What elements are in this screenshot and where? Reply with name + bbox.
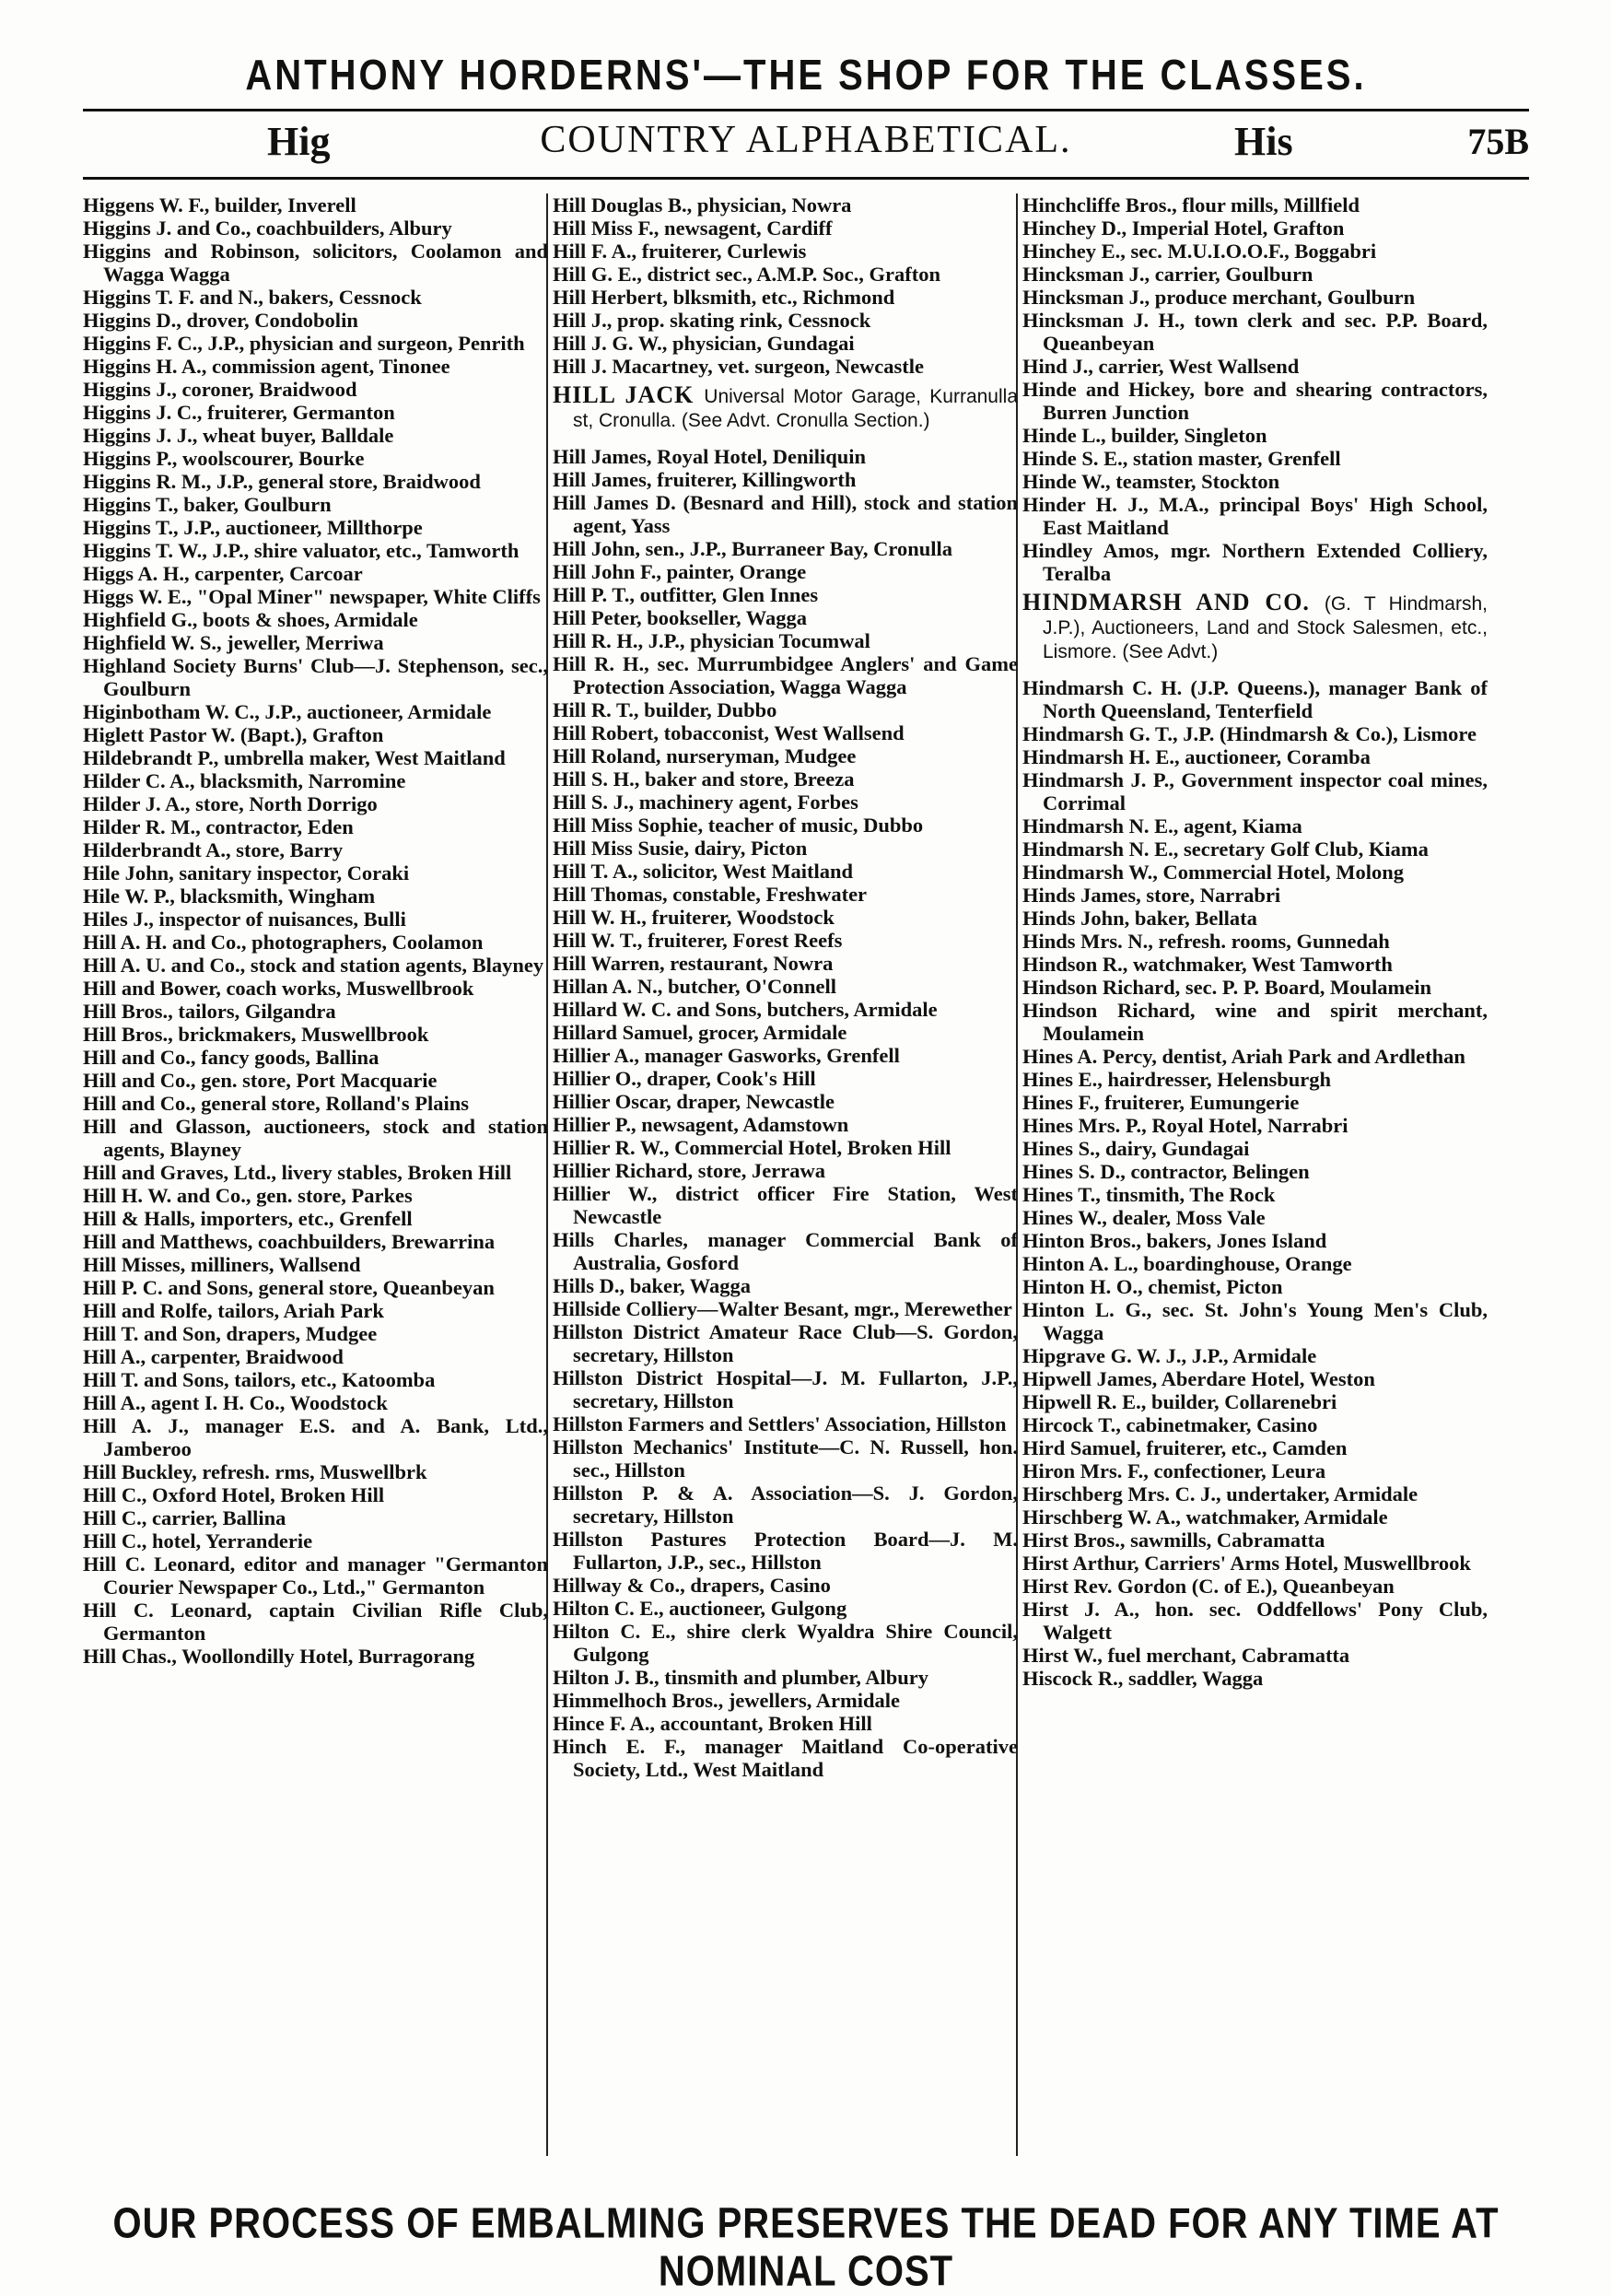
directory-entry: Hillston Pastures Protection Board—J. M. Fullarton, J.P., sec., Hillston xyxy=(553,1528,1018,1574)
directory-entry: Hill R. H., sec. Murrumbidgee Anglers' and Game Protection Association, Wagga Wagga xyxy=(553,652,1018,698)
directory-entry: Hincksman J., carrier, Goulburn xyxy=(1022,263,1313,286)
directory-entry: Hill T. and Sons, tailors, etc., Katoomba xyxy=(83,1368,436,1391)
directory-entry: Hindmarsh N. E., agent, Kiama xyxy=(1022,814,1302,838)
directory-entry: Hinch E. F., manager Maitland Co-operative Society, Ltd., West Maitland xyxy=(553,1735,1018,1781)
directory-entry: Himmelhoch Bros., jewellers, Armidale xyxy=(553,1689,901,1712)
directory-entry: Hilder R. M., contractor, Eden xyxy=(83,815,354,838)
directory-entry: Hillston District Hospital—J. M. Fullarton, J.P., secretary, Hillston xyxy=(553,1366,1018,1412)
directory-entry: Hill Buckley, refresh. rms, Muswellbrk xyxy=(83,1460,427,1483)
directory-entry: Hill Miss Sophie, teacher of music, Dubbo xyxy=(553,814,924,837)
directory-entry: Hines A. Percy, dentist, Ariah Park and Ardlethan xyxy=(1022,1045,1465,1068)
column-2 xyxy=(553,193,1018,2165)
running-head-left: Hig xyxy=(267,119,331,164)
directory-entry: Higlett Pastor W. (Bapt.), Grafton xyxy=(83,723,384,746)
directory-entry: Hill & Halls, importers, etc., Grenfell xyxy=(83,1207,413,1230)
directory-entry: Hines F., fruiterer, Eumungerie xyxy=(1022,1091,1300,1114)
directory-entry: Higgins J. J., wheat buyer, Balldale xyxy=(83,424,394,447)
directory-entry: Hircock T., cabinetmaker, Casino xyxy=(1022,1413,1318,1436)
directory-entry: Hill Warren, restaurant, Nowra xyxy=(553,952,834,975)
directory-entry: Hinchey E., sec. M.U.I.O.O.F., Boggabri xyxy=(1022,240,1377,263)
directory-entry: Higgins J., coroner, Braidwood xyxy=(83,378,357,401)
directory-entry: Hildebrandt P., umbrella maker, West Maitland xyxy=(83,746,506,769)
directory-entry: Hill C. Leonard, captain Civilian Rifle Club, Germanton xyxy=(83,1599,548,1645)
directory-entry: Hillan A. N., butcher, O'Connell xyxy=(553,975,836,998)
directory-entry: Hinder H. J., M.A., principal Boys' High School, East Maitland xyxy=(1022,493,1488,539)
directory-entry: Hill Robert, tobacconist, West Wallsend xyxy=(553,721,905,744)
header-rule-top xyxy=(83,109,1529,111)
directory-entry: Hill and Co., fancy goods, Ballina xyxy=(83,1046,379,1069)
directory-entry: Hilton C. E., shire clerk Wyaldra Shire Council, Gulgong xyxy=(553,1620,1018,1666)
directory-entry: Hill Douglas B., physician, Nowra xyxy=(553,193,852,217)
directory-entry: Hill and Glasson, auctioneers, stock and station agents, Blayney xyxy=(83,1115,548,1161)
directory-entry: Hirst W., fuel merchant, Cabramatta xyxy=(1022,1644,1350,1667)
directory-entry: Hill A. U. and Co., stock and station agents, Blayney xyxy=(83,954,544,977)
directory-entry: Hill F. A., fruiterer, Curlewis xyxy=(553,240,807,263)
directory-entry: Hillier Oscar, draper, Newcastle xyxy=(553,1090,835,1113)
directory-entry: Higgs A. H., carpenter, Carcoar xyxy=(83,562,363,585)
directory-entry: Hindmarsh G. T., J.P. (Hindmarsh & Co.), Lismore xyxy=(1022,722,1477,745)
directory-entry: Hill and Matthews, coachbuilders, Brewarrina xyxy=(83,1230,496,1253)
directory-entry: Hilton C. E., auctioneer, Gulgong xyxy=(553,1597,847,1620)
directory-entry: Hillier O., draper, Cook's Hill xyxy=(553,1067,816,1090)
directory-entry: Hird Samuel, fruiterer, etc., Camden xyxy=(1022,1436,1348,1459)
directory-entry: Hillston P. & A. Association—S. J. Gordon, secretary, Hillston xyxy=(553,1482,1018,1528)
page-banner: ANTHONY HORDERNS'—THE SHOP FOR THE CLASSES. xyxy=(245,52,1367,100)
directory-entry: Hill J., prop. skating rink, Cessnock xyxy=(553,309,871,332)
directory-entry: Hilton J. B., tinsmith and plumber, Albury xyxy=(553,1666,929,1689)
directory-entry: Hill T. A., solicitor, West Maitland xyxy=(553,860,854,883)
directory-entry: Hinton A. L., boardinghouse, Orange xyxy=(1022,1252,1352,1275)
directory-entry: Higgins P., woolscourer, Bourke xyxy=(83,447,365,470)
directory-entry: Hill P. T., outfitter, Glen Innes xyxy=(553,583,819,606)
directory-entry: Hilder J. A., store, North Dorrigo xyxy=(83,792,378,815)
directory-entry: Hill Roland, nurseryman, Mudgee xyxy=(553,744,857,767)
directory-entry: Hile John, sanitary inspector, Coraki xyxy=(83,861,410,884)
directory-entry: Higinbotham W. C., J.P., auctioneer, Armidale xyxy=(83,700,492,723)
directory-entry: Hill Herbert, blksmith, etc., Richmond xyxy=(553,286,895,309)
directory-entry: Hirst J. A., hon. sec. Oddfellows' Pony Club, Walgett xyxy=(1022,1598,1488,1644)
directory-entry: Hilderbrandt A., store, Barry xyxy=(83,838,344,861)
directory-entry: Hincksman J. H., town clerk and sec. P.P. Board, Queanbeyan xyxy=(1022,309,1488,355)
directory-entry: Hindmarsh N. E., secretary Golf Club, Kiama xyxy=(1022,838,1429,861)
directory-entry: Hiscock R., saddler, Wagga xyxy=(1022,1667,1264,1690)
directory-entry: Hill and Bower, coach works, Muswellbrook xyxy=(83,977,474,1000)
directory-entry: Hindson R., watchmaker, West Tamworth xyxy=(1022,953,1393,976)
directory-entry: Hillier Richard, store, Jerrawa xyxy=(553,1159,825,1182)
directory-entry: Hillier W., district officer Fire Station, West Newcastle xyxy=(553,1182,1018,1228)
directory-entry: Hill A. J., manager E.S. and A. Bank, Ltd., Jamberoo xyxy=(83,1414,548,1460)
directory-entry: Hillside Colliery—Walter Besant, mgr., Merewether xyxy=(553,1297,1012,1320)
directory-entry: Hinchcliffe Bros., flour mills, Millfield xyxy=(1022,193,1360,217)
directory-entry: Higgs W. E., "Opal Miner" newspaper, White Cliffs xyxy=(83,585,541,608)
directory-entry: Hill C., hotel, Yerranderie xyxy=(83,1529,313,1552)
directory-entry: Higgins T., baker, Goulburn xyxy=(83,493,332,516)
directory-entry: Hiron Mrs. F., confectioner, Leura xyxy=(1022,1459,1326,1482)
directory-entry: Hiles J., inspector of nuisances, Bulli xyxy=(83,908,406,931)
directory-entry: Hinds James, store, Narrabri xyxy=(1022,884,1281,907)
directory-entry: Hillston District Amateur Race Club—S. Gordon, secretary, Hillston xyxy=(553,1320,1018,1366)
directory-entry: Hirst Bros., sawmills, Cabramatta xyxy=(1022,1529,1325,1552)
directory-entry: Hirschberg W. A., watchmaker, Armidale xyxy=(1022,1505,1388,1529)
directory-entry: Hills Charles, manager Commercial Bank of Australia, Gosford xyxy=(553,1228,1018,1274)
directory-entry: Hindmarsh W., Commercial Hotel, Molong xyxy=(1022,861,1404,884)
directory-entry: Hirst Rev. Gordon (C. of E.), Queanbeyan xyxy=(1022,1575,1395,1598)
running-head xyxy=(83,118,1529,173)
directory-entry: Hipwell R. E., builder, Collarenebri xyxy=(1022,1390,1337,1413)
directory-entry: Hinde and Hickey, bore and shearing contractors, Burren Junction xyxy=(1022,378,1488,424)
header-rule-bottom xyxy=(83,177,1529,180)
directory-entry: Hill Miss F., newsagent, Cardiff xyxy=(553,217,833,240)
directory-entry: Hill James, fruiterer, Killingworth xyxy=(553,468,857,491)
directory-entry: Hillway & Co., drapers, Casino xyxy=(553,1574,831,1597)
directory-entry: Hillier P., newsagent, Adamstown xyxy=(553,1113,849,1136)
directory-entry: Higgens W. F., builder, Inverell xyxy=(83,193,356,217)
directory-entry: Hindley Amos, mgr. Northern Extended Colliery, Teralba xyxy=(1022,539,1488,585)
directory-entry: HINDMARSH AND CO. (G. T Hindmarsh, J.P.), Auctioneers, Land and Stock Salesmen, etc., Lismore. (See Advt.) xyxy=(1022,589,1488,662)
directory-entry: Hince F. A., accountant, Broken Hill xyxy=(553,1712,872,1735)
directory-entry: Hill C., Oxford Hotel, Broken Hill xyxy=(83,1483,385,1506)
directory-entry: Hill and Co., gen. store, Port Macquarie xyxy=(83,1069,438,1092)
directory-entry: Hindson Richard, wine and spirit merchant, Moulamein xyxy=(1022,999,1488,1045)
directory-entry: Hirschberg Mrs. C. J., undertaker, Armidale xyxy=(1022,1482,1418,1505)
directory-entry: Hills D., baker, Wagga xyxy=(553,1274,752,1297)
directory-entry: Hindmarsh C. H. (J.P. Queens.), manager Bank of North Queensland, Tenterfield xyxy=(1022,676,1488,722)
directory-entry: Hill C. Leonard, editor and manager "Germanton Courier Newspaper Co., Ltd.," Germanton xyxy=(83,1552,548,1599)
directory-entry: Hinton Bros., bakers, Jones Island xyxy=(1022,1229,1327,1252)
directory-entry: Hindson Richard, sec. P. P. Board, Moulamein xyxy=(1022,976,1432,999)
column-1 xyxy=(83,193,548,2165)
directory-entry: Hill R. H., J.P., physician Tocumwal xyxy=(553,629,870,652)
directory-entry: Hill Chas., Woollondilly Hotel, Burragorang xyxy=(83,1645,475,1668)
directory-entry: Higgins J. and Co., coachbuilders, Albury xyxy=(83,217,452,240)
directory-entry: Hinds John, baker, Bellata xyxy=(1022,907,1257,930)
directory-entry: Hill Bros., tailors, Gilgandra xyxy=(83,1000,336,1023)
directory-entry: Hill S. H., baker and store, Breeza xyxy=(553,767,855,791)
directory-entry: Hillier R. W., Commercial Hotel, Broken Hill xyxy=(553,1136,951,1159)
directory-entry: Higgins F. C., J.P., physician and surgeon, Penrith xyxy=(83,332,525,355)
directory-entry: Hinde W., teamster, Stockton xyxy=(1022,470,1280,493)
directory-entry: Hinde S. E., station master, Grenfell xyxy=(1022,447,1341,470)
directory-columns xyxy=(83,193,1529,2165)
directory-entry: Hill P. C. and Sons, general store, Queanbeyan xyxy=(83,1276,495,1299)
directory-entry: Hirst Arthur, Carriers' Arms Hotel, Muswellbrook xyxy=(1022,1552,1471,1575)
directory-entry: Hillston Mechanics' Institute—C. N. Russell, hon. sec., Hillston xyxy=(553,1435,1018,1482)
directory-entry: Hill A. H. and Co., photographers, Coolamon xyxy=(83,931,484,954)
directory-entry: Hill G. E., district sec., A.M.P. Soc., Grafton xyxy=(553,263,941,286)
running-head-right: His xyxy=(1234,119,1293,164)
directory-entry: Higgins R. M., J.P., general store, Braidwood xyxy=(83,470,481,493)
column-3 xyxy=(1022,193,1488,2165)
directory-entry: Hill C., carrier, Ballina xyxy=(83,1506,286,1529)
directory-entry: Higgins T. F. and N., bakers, Cessnock xyxy=(83,286,422,309)
directory-entry: Hines Mrs. P., Royal Hotel, Narrabri xyxy=(1022,1114,1348,1137)
directory-entry: Hines S., dairy, Gundagai xyxy=(1022,1137,1250,1160)
directory-entry: Higgins D., drover, Condobolin xyxy=(83,309,358,332)
directory-entry: Hill Peter, bookseller, Wagga xyxy=(553,606,808,629)
directory-entry: Hipgrave G. W. J., J.P., Armidale xyxy=(1022,1344,1317,1367)
directory-entry: Hill and Graves, Ltd., livery stables, Broken Hill xyxy=(83,1161,512,1184)
directory-entry: Hines E., hairdresser, Helensburgh xyxy=(1022,1068,1332,1091)
directory-entry: Higgins T., J.P., auctioneer, Millthorpe xyxy=(83,516,423,539)
directory-entry: Highfield W. S., jeweller, Merriwa xyxy=(83,631,384,654)
directory-entry: Hines W., dealer, Moss Vale xyxy=(1022,1206,1266,1229)
directory-entry: Hillier A., manager Gasworks, Grenfell xyxy=(553,1044,900,1067)
directory-entry: Hines S. D., contractor, Belingen xyxy=(1022,1160,1310,1183)
directory-entry: Hill A., carpenter, Braidwood xyxy=(83,1345,344,1368)
directory-entry: Hill J. Macartney, vet. surgeon, Newcastle xyxy=(553,355,925,378)
directory-entry: Hincksman J., produce merchant, Goulburn xyxy=(1022,286,1416,309)
directory-entry: Hill and Rolfe, tailors, Ariah Park xyxy=(83,1299,384,1322)
directory-entry: Hill John F., painter, Orange xyxy=(553,560,807,583)
directory-entry: HILL JACK Universal Motor Garage, Kurranulla st, Cronulla. (See Advt. Cronulla Section.) xyxy=(553,381,1018,431)
directory-entry: Hill J. G. W., physician, Gundagai xyxy=(553,332,855,355)
directory-entry: Hillston Farmers and Settlers' Association, Hillston xyxy=(553,1412,1007,1435)
directory-entry: Hind J., carrier, West Wallsend xyxy=(1022,355,1300,378)
directory-entry: Hipwell James, Aberdare Hotel, Weston xyxy=(1022,1367,1375,1390)
directory-entry: Hinton L. G., sec. St. John's Young Men's Club, Wagga xyxy=(1022,1298,1488,1344)
directory-entry: Hill Misses, milliners, Wallsend xyxy=(83,1253,361,1276)
directory-entry: Hinchey D., Imperial Hotel, Grafton xyxy=(1022,217,1345,240)
directory-entry: Hill Bros., brickmakers, Muswellbrook xyxy=(83,1023,429,1046)
page-footer-advert: OUR PROCESS OF EMBALMING PRESERVES THE DEAD FOR ANY TIME AT NOMINAL COST xyxy=(112,2200,1500,2295)
directory-entry: Hill W. H., fruiterer, Woodstock xyxy=(553,906,835,929)
directory-entry: Higgins and Robinson, solicitors, Coolamon and Wagga Wagga xyxy=(83,240,548,286)
directory-entry: Hill H. W. and Co., gen. store, Parkes xyxy=(83,1184,413,1207)
directory-entry: Hill Miss Susie, dairy, Picton xyxy=(553,837,808,860)
directory-entry: Hill A., agent I. H. Co., Woodstock xyxy=(83,1391,388,1414)
running-head-title: COUNTRY ALPHABETICAL. xyxy=(540,119,1072,161)
directory-entry: Hill R. T., builder, Dubbo xyxy=(553,698,777,721)
directory-entry: Hill W. T., fruiterer, Forest Reefs xyxy=(553,929,843,952)
directory-entry: Hill James D. (Besnard and Hill), stock and station agent, Yass xyxy=(553,491,1018,537)
directory-entry: Highfield G., boots & shoes, Armidale xyxy=(83,608,418,631)
directory-entry: Hinde L., builder, Singleton xyxy=(1022,424,1267,447)
directory-entry: Hill James, Royal Hotel, Deniliquin xyxy=(553,445,867,468)
directory-entry: Hile W. P., blacksmith, Wingham xyxy=(83,884,376,908)
directory-entry: Higgins T. W., J.P., shire valuator, etc., Tamworth xyxy=(83,539,519,562)
directory-entry: Highland Society Burns' Club—J. Stephenson, sec., Goulburn xyxy=(83,654,548,700)
page-number: 75B xyxy=(1467,121,1529,162)
directory-entry: Hindmarsh H. E., auctioneer, Coramba xyxy=(1022,745,1371,768)
directory-entry: Hill John, sen., J.P., Burraneer Bay, Cronulla xyxy=(553,537,953,560)
directory-entry: Hillard Samuel, grocer, Armidale xyxy=(553,1021,847,1044)
directory-entry: Hill and Co., general store, Rolland's Plains xyxy=(83,1092,469,1115)
directory-entry: Hill Thomas, constable, Freshwater xyxy=(553,883,868,906)
directory-entry: Hines T., tinsmith, The Rock xyxy=(1022,1183,1276,1206)
directory-entry: Hilder C. A., blacksmith, Narromine xyxy=(83,769,406,792)
directory-entry: Higgins H. A., commission agent, Tinonee xyxy=(83,355,450,378)
directory-entry: Hill T. and Son, drapers, Mudgee xyxy=(83,1322,378,1345)
directory-entry: Hinton H. O., chemist, Picton xyxy=(1022,1275,1283,1298)
directory-entry: Higgins J. C., fruiterer, Germanton xyxy=(83,401,395,424)
directory-entry: Hindmarsh J. P., Government inspector coal mines, Corrimal xyxy=(1022,768,1488,814)
directory-entry: Hillard W. C. and Sons, butchers, Armidale xyxy=(553,998,938,1021)
directory-entry: Hill S. J., machinery agent, Forbes xyxy=(553,791,858,814)
directory-entry: Hinds Mrs. N., refresh. rooms, Gunnedah xyxy=(1022,930,1390,953)
